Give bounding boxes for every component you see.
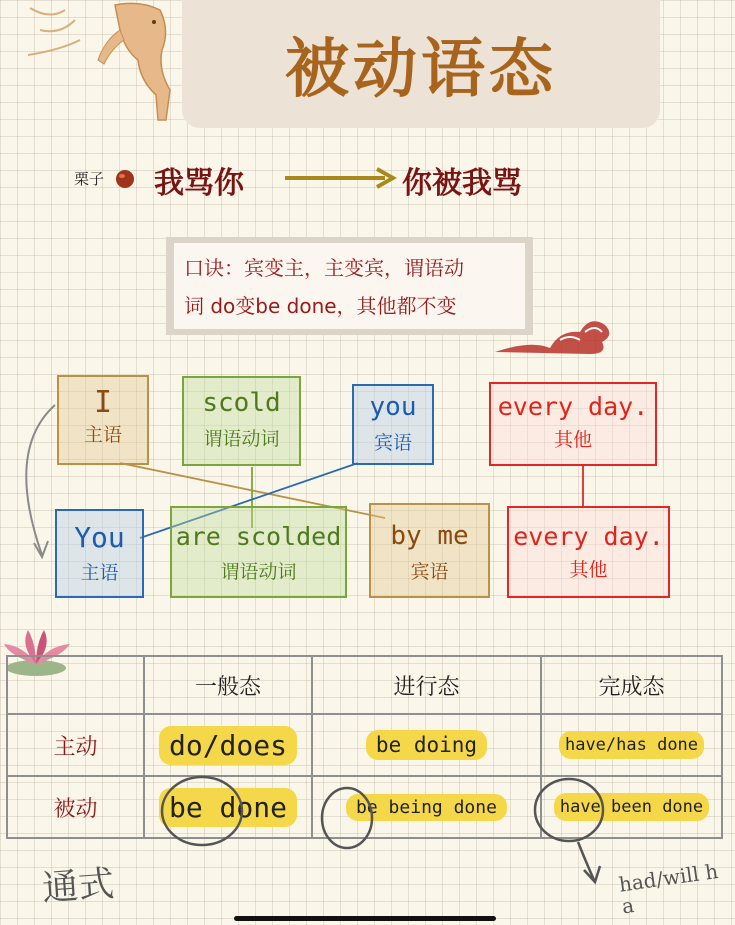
highlighted-form: have been done <box>554 793 709 821</box>
active-verb-role: 谓语动词 <box>203 428 280 450</box>
active-other-role: 其他 <box>553 429 592 451</box>
passive-other-role: 其他 <box>569 559 608 581</box>
highlighted-form: have/has done <box>559 731 704 759</box>
home-indicator <box>234 916 496 921</box>
table-header: 进行态 <box>312 656 541 714</box>
passive-example: 你被我骂 <box>402 166 522 201</box>
row-label: 主动 <box>7 714 144 776</box>
highlighted-form: be done <box>159 788 297 827</box>
handwritten-note-left: 通式 <box>40 863 116 910</box>
active-example: 我骂你 <box>154 166 244 201</box>
author-name: 栗子 <box>74 170 105 188</box>
highlighted-form: be being done <box>346 794 507 821</box>
highlighted-form: do/does <box>159 726 297 765</box>
passive-verb-word: are scolded <box>175 522 342 551</box>
table-header: 完成态 <box>541 656 722 714</box>
row-label: 被动 <box>7 776 144 838</box>
passive-agent-role: 宾语 <box>410 561 449 583</box>
active-subject-role: 主语 <box>83 424 122 446</box>
passive-subject-word: You <box>74 521 125 554</box>
page-title: 被动语态 <box>285 32 557 107</box>
active-other-word: every day. <box>497 392 649 421</box>
table-header: 一般态 <box>144 656 312 714</box>
passive-agent-word: by me <box>390 521 469 551</box>
active-object-role: 宾语 <box>373 432 412 454</box>
active-verb-word: scold <box>202 388 281 418</box>
active-object-word: you <box>369 392 417 422</box>
passive-other-word: every day. <box>513 522 664 551</box>
passive-subject-role: 主语 <box>80 562 119 584</box>
rule-line-2: 词 do变be done，其他都不变 <box>184 294 457 318</box>
handwritten-note-right: had/will ha <box>617 858 720 919</box>
passive-verb-role: 谓语动词 <box>220 561 297 583</box>
rule-line-1: 口诀：宾变主，主变宾，谓语动 <box>184 256 464 280</box>
highlighted-form: be doing <box>366 730 487 760</box>
active-subject-word: I <box>93 385 113 420</box>
